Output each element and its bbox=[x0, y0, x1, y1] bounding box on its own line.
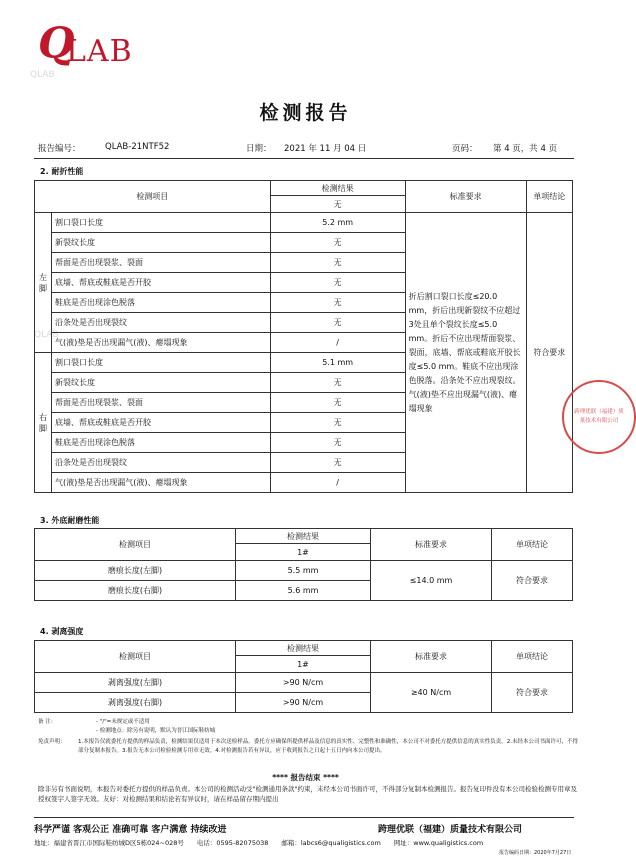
table-row-result: 无 bbox=[270, 373, 405, 393]
table-row-item: 剥离强度(右脚) bbox=[35, 693, 236, 713]
meta-divider bbox=[34, 158, 574, 159]
footer-company: 跨理优联（福建）质量技术有限公司 bbox=[378, 825, 523, 835]
notes-line: - 检测地点：除另有说明，默认为晋江国际鞋纺城 bbox=[96, 728, 216, 734]
col-item: 检测项目 bbox=[35, 529, 236, 561]
table-row-item: 帮面是否出现裂浆、裂面 bbox=[52, 253, 271, 273]
logo-lab: LAB bbox=[66, 34, 133, 69]
page-title: 检测报告 bbox=[259, 102, 352, 124]
footer-divider bbox=[34, 817, 574, 818]
standard-text: ≤14.0 mm bbox=[371, 561, 492, 601]
table-row-result: 5.2 mm bbox=[270, 213, 405, 233]
notes-line: - "/"=未规定或不适用 bbox=[96, 719, 150, 725]
footer-slogan: 科学严谨 客观公正 准确可靠 客户满意 持续改进 bbox=[34, 825, 227, 835]
abrasion-table bbox=[34, 528, 573, 601]
table-row-item: 新裂纹长度 bbox=[52, 373, 271, 393]
table-row-result: 无 bbox=[270, 293, 405, 313]
report-no-label: 报告编号： bbox=[38, 144, 81, 154]
verdict-text: 符合要求 bbox=[492, 673, 573, 713]
table-row-item: 鞋底是否出现涂色脱落 bbox=[52, 433, 271, 453]
table-row-item: 沿条处是否出现裂纹 bbox=[52, 453, 271, 473]
table-row-result: 无 bbox=[270, 233, 405, 253]
col-verdict: 单项结论 bbox=[492, 529, 573, 561]
col-verdict: 单项结论 bbox=[526, 181, 572, 213]
table-row-result: 无 bbox=[270, 313, 405, 333]
table-row-item: 鞋底是否出现涂色脱落 bbox=[52, 293, 271, 313]
page-value: 第 4 页，共 4 页 bbox=[493, 144, 558, 154]
table-row-result: 无 bbox=[270, 273, 405, 293]
col-item: 检测项目 bbox=[35, 181, 271, 213]
table-row-result: >90 N/cm bbox=[236, 693, 371, 713]
table-row-result: 5.1 mm bbox=[270, 353, 405, 373]
verdict-text: 符合要求 bbox=[526, 213, 572, 493]
folding-table bbox=[34, 180, 573, 493]
table-row-item: 底墙、帮底或鞋底是否开胶 bbox=[52, 273, 271, 293]
peel-table bbox=[34, 640, 573, 713]
table-row-result: / bbox=[270, 473, 405, 493]
table-row-result: 5.5 mm bbox=[236, 561, 371, 581]
table-row-result: 无 bbox=[270, 413, 405, 433]
table-row-item: 割口裂口长度 bbox=[52, 213, 271, 233]
company-stamp: 跨理优联（福建）质量技术有限公司 bbox=[562, 380, 636, 454]
logo-q: Q bbox=[38, 18, 75, 67]
table-row-result: 无 bbox=[270, 453, 405, 473]
table-row-item: 割口裂口长度 bbox=[52, 353, 271, 373]
page-label: 页码： bbox=[452, 144, 478, 154]
table-row-item: 帮面是否出现裂浆、裂面 bbox=[52, 393, 271, 413]
notes-label: 备 注： bbox=[38, 719, 57, 725]
col-verdict: 单项结论 bbox=[492, 641, 573, 673]
footer-address: 地址：福建省晋江市国际鞋纺城D区5栋024~028号 电话：0595-82075038 邮箱：labcs6@qualigistics.com 网址：www.qualigistics.com bbox=[34, 839, 484, 847]
watermark: QLAB bbox=[34, 330, 59, 340]
table-row-result: 5.6 mm bbox=[236, 581, 371, 601]
date-value: 2021 年 11 月 04 日 bbox=[284, 144, 367, 154]
end-note: 除非另有书面说明，本报告对委托方提供的样品负责。本公司的检测活动受"检测通用条款"约束，未经本公司书面许可，不得部分复制本检测报告。报告复印件没有本公司检验检测专用章及授权签字人签字无效。友好：对检测结果和结论若有异议时，请在样品留存期内提出 bbox=[38, 785, 577, 803]
table-row-item: 气(液)垫是否出现漏气(液)、瘪塌现象 bbox=[52, 333, 271, 353]
table-row-item: 气(液)垫是否出现漏气(液)、瘪塌现象 bbox=[52, 473, 271, 493]
table-row-result: / bbox=[270, 333, 405, 353]
table-row-result: 无 bbox=[270, 433, 405, 453]
col-result: 检测结果 bbox=[270, 181, 405, 196]
col-result-sub: 无 bbox=[270, 196, 405, 213]
col-standard: 标准要求 bbox=[405, 181, 526, 213]
table-row-item: 剥离强度(左脚) bbox=[35, 673, 236, 693]
right-foot-label: 右脚 bbox=[35, 353, 52, 493]
left-foot-label: 左脚 bbox=[35, 213, 52, 353]
section4-heading: 4. 剥离强度 bbox=[40, 627, 84, 636]
date-label: 日期： bbox=[246, 144, 272, 154]
report-no-value: QLAB-21NTF52 bbox=[105, 142, 170, 152]
section3-heading: 3. 外底耐磨性能 bbox=[40, 516, 100, 525]
report-end: **** 报告结束 **** bbox=[272, 773, 339, 782]
col-result-sub: 1# bbox=[236, 656, 371, 673]
table-row-result: 无 bbox=[270, 393, 405, 413]
disclaimer-text: 1.本报告仅就委托方提供的样品负责，检测结果仅适用于本次送检样品。委托方应确保所提供样品及信息的真实性、完整性和准确性，本公司不对委托方提供信息的真实性负责。2.未经本公司书面许可，不得部分复制本报告。3.报告无本公司检验检测专用章无效。4.对检测报告若有异议，应于收到报告之日起十五日内向本公司提出。 bbox=[78, 739, 579, 754]
table-row-item: 沿条处是否出现裂纹 bbox=[52, 313, 271, 333]
verdict-text: 符合要求 bbox=[492, 561, 573, 601]
table-row-result: 无 bbox=[270, 253, 405, 273]
col-result: 检测结果 bbox=[236, 641, 371, 656]
section2-heading: 2. 耐折性能 bbox=[40, 167, 84, 176]
table-row-result: >90 N/cm bbox=[236, 673, 371, 693]
table-row-item: 磨痕长度(右脚) bbox=[35, 581, 236, 601]
watermark: QLAB bbox=[30, 70, 55, 80]
col-standard: 标准要求 bbox=[371, 529, 492, 561]
standard-text: 折后割口裂口长度≤20.0 mm，折后出现新裂纹不应超过3处且单个裂纹长度≤5.0 mm。折后不应出现帮面裂浆、裂面，底墙、帮底或鞋底开胶长度≤5.0 mm。鞋底不应出现涂色脱落。沿条处不应出现裂纹。气(液)垫不应出现漏气(液)、瘪塌现象 bbox=[405, 213, 526, 493]
col-standard: 标准要求 bbox=[371, 641, 492, 673]
disclaimer-label: 免责声明： bbox=[38, 739, 66, 745]
table-row-item: 磨痕长度(左脚) bbox=[35, 561, 236, 581]
col-item: 检测项目 bbox=[35, 641, 236, 673]
footer-code: 报告编码日期：2020年7月27日 bbox=[499, 850, 572, 856]
table-row-item: 底墙、帮底或鞋底是否开胶 bbox=[52, 413, 271, 433]
standard-text: ≥40 N/cm bbox=[371, 673, 492, 713]
col-result-sub: 1# bbox=[236, 544, 371, 561]
col-result: 检测结果 bbox=[236, 529, 371, 544]
table-row-item: 新裂纹长度 bbox=[52, 233, 271, 253]
